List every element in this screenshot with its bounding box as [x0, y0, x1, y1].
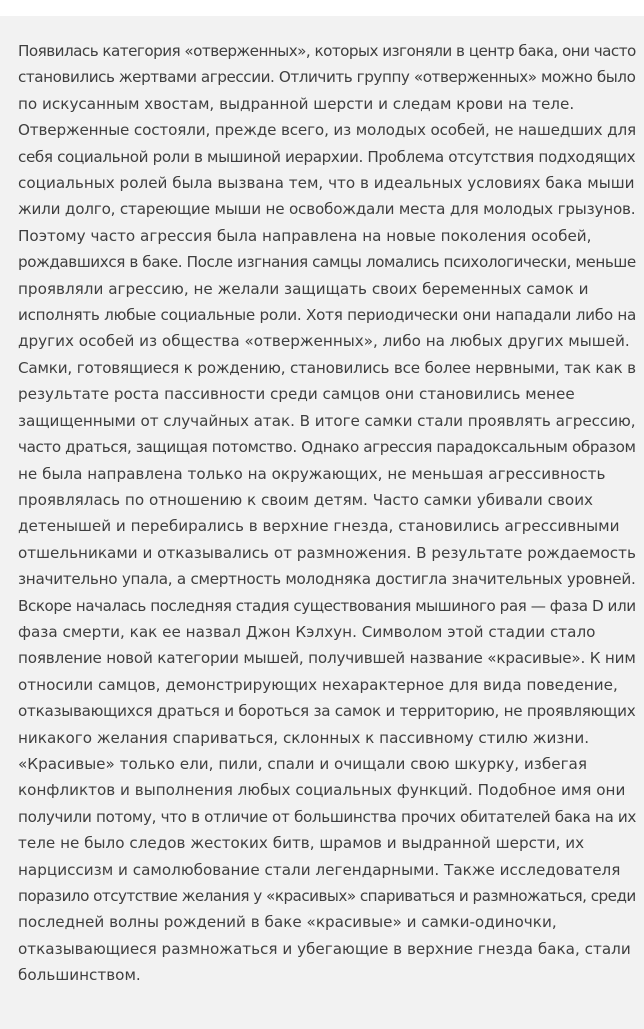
- text-line: Вскоре началась последняя стадия существования мышиного рая — фаза D или: [18, 596, 636, 615]
- text-line: жили долго, стареющие мыши не освобождали места для молодых грызунов.: [18, 200, 636, 219]
- text-line: появление новой категории мышей, получившей название «красивые». К ним: [18, 649, 636, 668]
- text-line: становились жертвами агрессии. Отличить группу «отверженных» можно было: [18, 68, 636, 87]
- text-line: часто драться, защищая потомство. Однако агрессия парадоксальным образом: [18, 438, 636, 457]
- text-line: относили самцов, демонстрирующих нехарактерное для вида поведение,: [18, 675, 618, 694]
- text-line: «Красивые» только ели, пили, спали и очищали свою шкурку, избегая: [18, 754, 587, 773]
- text-line: нарциссизм и самолюбование стали легендарными. Также исследователя: [18, 860, 621, 879]
- text-line: большинством.: [18, 966, 141, 985]
- text-line: по искусанным хвостам, выдранной шерсти и следам крови на теле.: [18, 94, 575, 113]
- text-line: исполнять любые социальные роли. Хотя периодически они нападали либо на: [18, 306, 637, 325]
- text-line: не была направлена только на окружающих, не меньшая агрессивность: [18, 464, 606, 483]
- text-line: Появилась категория «отверженных», которых изгоняли в центр бака, они часто: [18, 42, 636, 60]
- text-line: конфликтов и выполнения любых социальных функций. Подобное имя они: [18, 781, 626, 800]
- text-line: детенышей и перебирались в верхние гнезда, становились агрессивными: [18, 517, 620, 536]
- text-line: теле не было следов жестоких битв, шрамов и выдранной шерсти, их: [18, 834, 585, 853]
- text-line: проявляли агрессию, не желали защищать своих беременных самок и: [18, 279, 589, 298]
- text-line: себя социальной роли в мышиной иерархии. Проблема отсутствия подходящих: [18, 147, 636, 166]
- text-line: последней волны рождений в баке «красивые» и самки-одиночки,: [18, 913, 557, 932]
- text-line: отказывающихся драться и бороться за самок и территорию, не проявляющих: [18, 702, 636, 721]
- text-panel: [0, 16, 644, 1029]
- text-line: никакого желания спариваться, склонных к пассивному стилю жизни.: [18, 728, 590, 747]
- text-line: проявлялась по отношению к своим детям. Часто самки убивали своих: [18, 490, 594, 509]
- text-line: результате роста пассивности среди самцов они становились менее: [18, 385, 575, 404]
- text-line: Поэтому часто агрессия была направлена на новые поколения особей,: [18, 226, 592, 245]
- text-line: защищенными от случайных атак. В итоге самки стали проявлять агрессию,: [18, 411, 636, 430]
- text-line: социальных ролей была вызвана тем, что в идеальных условиях бака мыши: [18, 174, 635, 193]
- text-line: получили потому, что в отличие от большинства прочих обитателей бака на их: [18, 807, 637, 826]
- page-top-margin: [0, 0, 644, 16]
- text-line: значительно упала, а смертность молодняка достигла значительных уровней.: [18, 570, 636, 589]
- text-line: Самки, готовящиеся к рождению, становились все более нервными, так как в: [18, 358, 636, 377]
- text-line: поразило отсутствие желания у «красивых» спариваться и размножаться, среди: [18, 887, 636, 905]
- text-line: рождавшихся в баке. После изгнания самцы ломались психологически, меньше: [18, 253, 636, 272]
- text-line: Отверженные состояли, прежде всего, из молодых особей, не нашедших для: [18, 121, 637, 140]
- text-line: других особей из общества «отверженных», либо на любых других мышей.: [18, 332, 630, 351]
- text-line: отшельниками и отказывались от размножения. В результате рождаемость: [18, 543, 636, 562]
- text-line: фаза смерти, как ее назвал Джон Кэлхун. Символом этой стадии стало: [18, 622, 596, 641]
- text-line: отказывающиеся размножаться и убегающие в верхние гнезда бака, стали: [18, 939, 631, 958]
